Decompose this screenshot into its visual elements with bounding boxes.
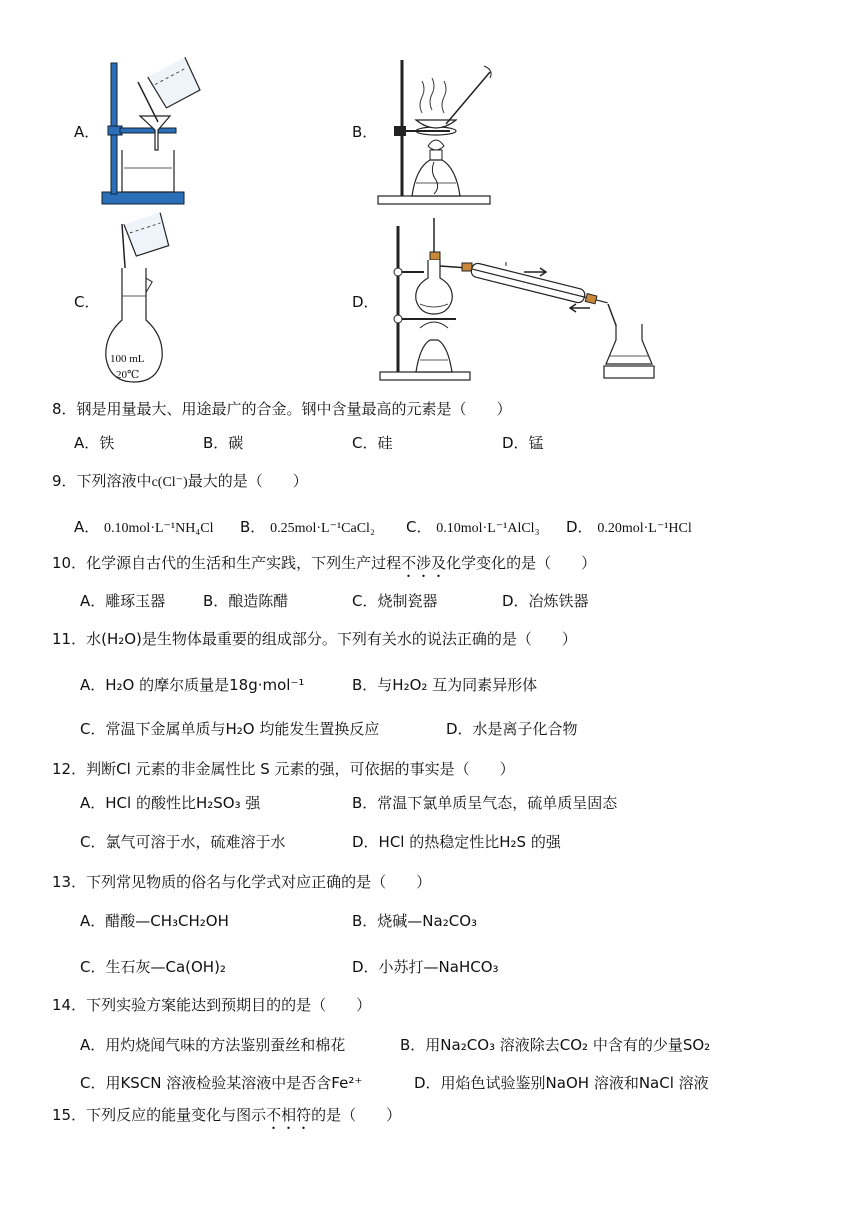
question-number: 15． bbox=[52, 1106, 87, 1124]
question-stem-post: 化学变化的是（ ） bbox=[446, 554, 597, 572]
question-stem-pre: 下列溶液中 bbox=[76, 472, 152, 490]
flask-temp-label: 20℃ bbox=[116, 369, 140, 381]
option-label: D． bbox=[566, 518, 593, 536]
question-stem-post: 最大的是（ ） bbox=[187, 472, 308, 490]
evaporation-apparatus-icon bbox=[372, 58, 502, 208]
option-c: C．生石灰—Ca(OH)₂ bbox=[80, 958, 226, 976]
option-b: B．常温下氯单质呈气态，硫单质呈固态 bbox=[352, 794, 618, 812]
question-9 bbox=[52, 470, 308, 491]
option-d: D．水是离子化合物 bbox=[446, 720, 578, 738]
option-d: D．冶炼铁器 bbox=[502, 592, 589, 610]
question-stem-post: 的是（ ） bbox=[311, 1106, 402, 1124]
option-c: C．硅 bbox=[352, 434, 393, 452]
question-10 bbox=[52, 552, 596, 581]
option-a-label: A． bbox=[74, 123, 100, 141]
option-formula: 0.20mol·L⁻¹HCl bbox=[597, 521, 692, 536]
option-d bbox=[566, 516, 692, 537]
option-b: B．与H₂O₂ 互为同素异形体 bbox=[352, 676, 538, 694]
question-stem: 判断Cl 元素的非金属性比 S 元素的强，可依据的事实是（ ） bbox=[86, 760, 515, 778]
distillation-apparatus-icon bbox=[376, 216, 656, 384]
option-c: C．氯气可溶于水，硫难溶于水 bbox=[80, 833, 286, 851]
question-12 bbox=[52, 758, 515, 779]
question-stem-pre: 化学源自古代的生活和生产实践，下列生产过程 bbox=[86, 554, 402, 572]
option-b: B．碳 bbox=[203, 434, 244, 452]
option-c bbox=[406, 516, 539, 537]
option-label: C． bbox=[406, 518, 432, 536]
option-b: B．用Na₂CO₃ 溶液除去CO₂ 中含有的少量SO₂ bbox=[400, 1036, 711, 1054]
option-a: A．用灼烧闻气味的方法鉴别蚕丝和棉花 bbox=[80, 1036, 346, 1054]
option-b bbox=[240, 516, 375, 537]
option-label: A． bbox=[74, 518, 100, 536]
question-stem: 下列常见物质的俗名与化学式对应正确的是（ ） bbox=[86, 873, 432, 891]
question-13 bbox=[52, 871, 431, 892]
option-a: A．雕琢玉器 bbox=[80, 592, 166, 610]
question-stem-pre: 下列反应的能量变化与图示 bbox=[86, 1106, 267, 1124]
option-formula: 0.10mol·L⁻¹AlCl₃ bbox=[436, 521, 540, 536]
chloride-concentration: c(Cl⁻) bbox=[151, 475, 188, 490]
question-stem: 下列实验方案能达到预期目的的是（ ） bbox=[86, 996, 372, 1014]
question-number: 9． bbox=[52, 472, 77, 490]
option-c: C．常温下金属单质与H₂O 均能发生置换反应 bbox=[80, 720, 380, 738]
option-a: A．醋酸—CH₃CH₂OH bbox=[80, 912, 229, 930]
question-number: 12． bbox=[52, 760, 87, 778]
emphasis-text: 不涉及 bbox=[401, 554, 447, 572]
option-b: B．烧碱—Na₂CO₃ bbox=[352, 912, 478, 930]
flask-volume-label: 100 mL bbox=[110, 353, 145, 365]
option-c: C．用KSCN 溶液检验某溶液中是否含Fe²⁺ bbox=[80, 1074, 363, 1092]
question-number: 11． bbox=[52, 630, 87, 648]
emphasis-text: 不相符 bbox=[266, 1106, 312, 1124]
option-a: A．铁 bbox=[74, 434, 115, 452]
option-c: C．烧制瓷器 bbox=[352, 592, 438, 610]
question-number: 14． bbox=[52, 996, 87, 1014]
question-15 bbox=[52, 1104, 401, 1133]
option-a: A．HCl 的酸性比H₂SO₃ 强 bbox=[80, 794, 261, 812]
option-d: D．HCl 的热稳定性比H₂S 的强 bbox=[352, 833, 561, 851]
question-11 bbox=[52, 628, 577, 649]
option-label: B． bbox=[240, 518, 266, 536]
water-formula: 水(H₂O) bbox=[86, 630, 142, 648]
question-number: 13． bbox=[52, 873, 87, 891]
option-a: A．H₂O 的摩尔质量是18g·mol⁻¹ bbox=[80, 676, 305, 694]
question-8 bbox=[52, 398, 512, 419]
question-stem: 钢是用量最大、用途最广的合金。钢中含量最高的元素是（ ） bbox=[76, 400, 512, 418]
option-formula: 0.25mol·L⁻¹CaCl₂ bbox=[270, 521, 375, 536]
filtration-apparatus-icon bbox=[100, 58, 200, 208]
question-stem: 是生物体最重要的组成部分。下列有关水的说法正确的是（ ） bbox=[141, 630, 577, 648]
question-number: 10． bbox=[52, 554, 87, 572]
question-14 bbox=[52, 994, 371, 1015]
option-formula: 0.10mol·L⁻¹NH₄Cl bbox=[104, 521, 214, 536]
option-c-label: C． bbox=[74, 293, 100, 311]
option-b-label: B． bbox=[352, 123, 378, 141]
option-a bbox=[74, 516, 213, 537]
option-d: D．用焰色试验鉴别NaOH 溶液和NaCl 溶液 bbox=[414, 1074, 709, 1092]
option-b: B．酿造陈醋 bbox=[203, 592, 289, 610]
option-d: D．小苏打—NaHCO₃ bbox=[352, 958, 499, 976]
question-number: 8． bbox=[52, 400, 77, 418]
option-d-label: D． bbox=[352, 293, 379, 311]
option-d: D．锰 bbox=[502, 434, 544, 452]
